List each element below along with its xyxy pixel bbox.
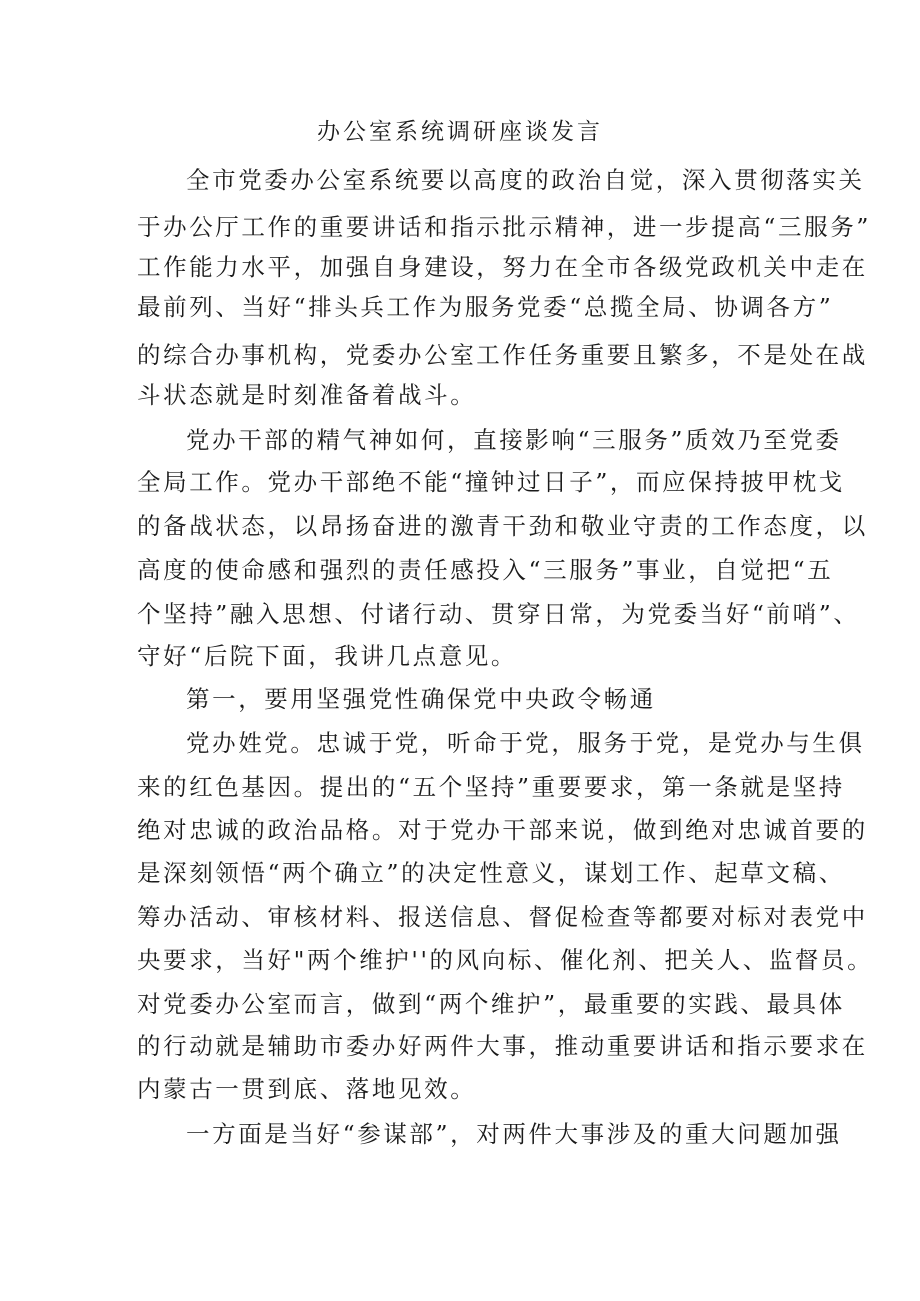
text-line: 的行动就是辅助市委办好两件大事，推动重要讲话和指示要求在 bbox=[137, 1032, 868, 1060]
text-line: 于办公厅工作的重要讲话和指示批示精神，进一步提高“三服务” bbox=[137, 213, 871, 241]
text-line: 央要求，当好"两个维护''的风向标、催化剂、把关人、监督员。 bbox=[137, 946, 874, 974]
text-line: 对党委办公室而言，做到“两个维护”，最重要的实践、最具体 bbox=[137, 990, 845, 1018]
text-line: 高度的使命感和强烈的责任感投入“三服务”事业，自觉把“五 bbox=[137, 556, 834, 584]
text-line: 党办干部的精气神如何，直接影响“三服务”质效乃至党委 bbox=[186, 426, 842, 454]
text-line: 斗状态就是时刻准备着战斗。 bbox=[137, 381, 477, 409]
text-line: 的备战状态，以昂扬奋进的激青干劲和敬业守责的工作态度，以 bbox=[137, 512, 868, 540]
text-line: 的综合办事机构，党委办公室工作任务重要且繁多，不是处在战 bbox=[137, 341, 868, 369]
document-title: 办公室系统调研座谈发言 bbox=[317, 119, 603, 145]
text-line: 一方面是当好“参谋部”，对两件大事涉及的重大问题加强 bbox=[186, 1120, 842, 1148]
text-line: 最前列、当好“排头兵工作为服务党委“总揽全局、协调各方” bbox=[137, 293, 834, 321]
text-line: 全市党委办公室系统要以高度的政治自觉，深入贯彻落实关 bbox=[186, 166, 865, 194]
text-line: 来的红色基因。提出的“五个坚持”重要要求，第一条就是坚持 bbox=[137, 773, 845, 801]
text-line: 工作能力水平，加强自身建设，努力在全市各级党政机关中走在 bbox=[137, 253, 868, 281]
text-line: 是深刻领悟“两个确立”的决定性意义，谋划工作、起草文稿、 bbox=[137, 859, 845, 887]
text-line: 守好“后院下面，我讲几点意见。 bbox=[137, 642, 518, 670]
text-line: 绝对忠诚的政治品格。对于党办干部来说，做到绝对忠诚首要的 bbox=[137, 816, 868, 844]
text-line: 全局工作。党办干部绝不能“撞钟过日子”，而应保持披甲枕戈 bbox=[137, 468, 845, 496]
text-line: 筹办活动、审核材料、报送信息、督促检查等都要对标对表党中 bbox=[137, 903, 868, 931]
text-line: 党办姓党。忠诚于党，听命于党，服务于党，是党办与生俱 bbox=[186, 729, 865, 757]
section-heading: 第一，要用坚强党性确保党中央政令畅通 bbox=[186, 685, 656, 713]
text-line: 个坚持”融入思想、付诸行动、贯穿日常，为党委当好“前哨”、 bbox=[137, 600, 860, 628]
text-line: 内蒙古一贯到底、落地见效。 bbox=[137, 1075, 477, 1103]
